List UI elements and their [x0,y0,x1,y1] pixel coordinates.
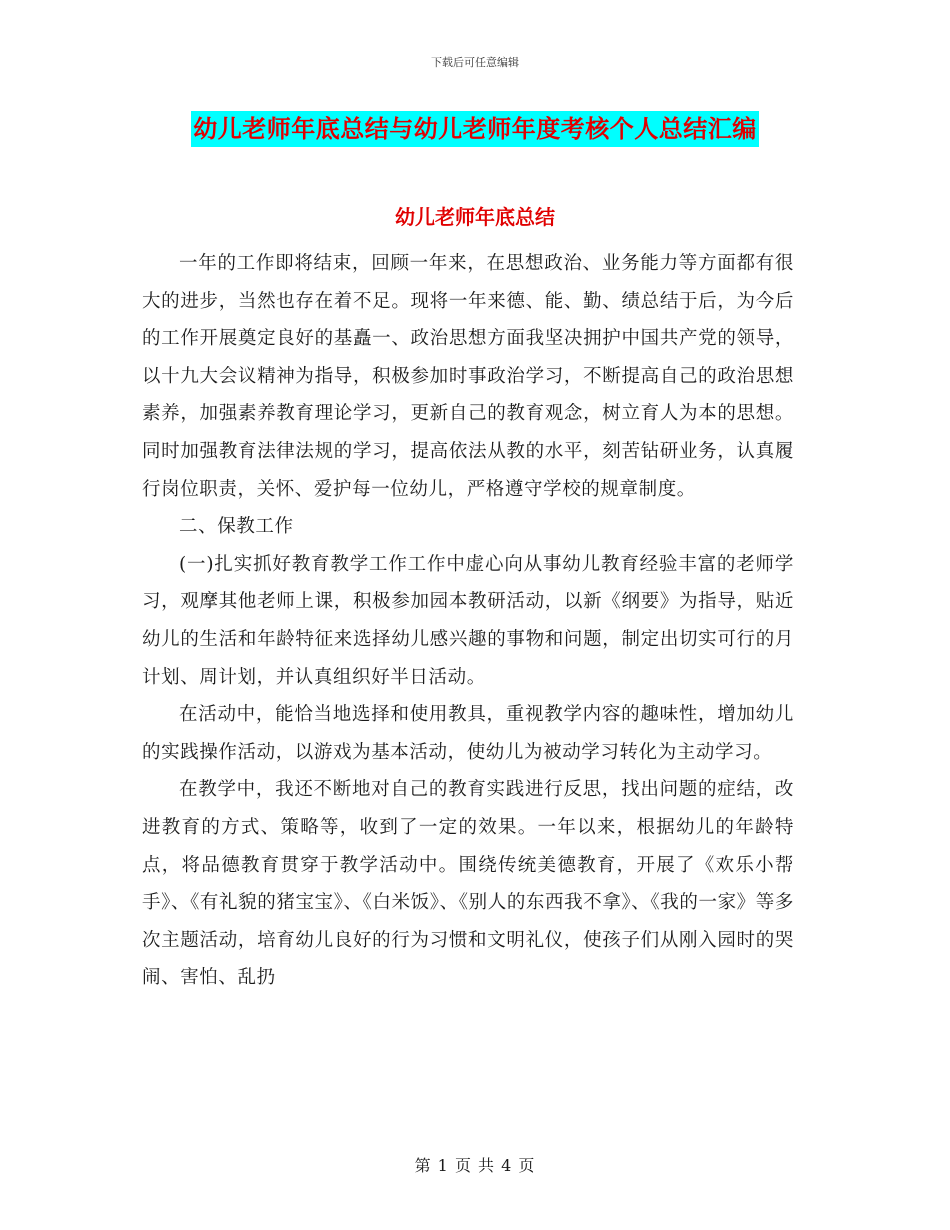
paragraph: 在活动中，能恰当地选择和使用教具，重视教学内容的趣味性，增加幼儿的实践操作活动，以游戏为基本活动，使幼儿为被动学习转化为主动学习。 [142,704,794,763]
title-container [0,111,950,147]
paragraph: (一)扎实抓好教育教学工作工作中虚心向从事幼儿教育经验丰富的老师学习，观摩其他老师上课，积极参加园本教研活动，以新《纲要》为指导，贴近幼儿的生活和年龄特征来选择幼儿感兴趣的事物和问题，制定出切实可行的月计划、周计划，并认真组织好半日活动。 [142,553,794,688]
document-body [142,245,794,997]
paragraph: 一年的工作即将结束，回顾一年来，在思想政治、业务能力等方面都有很大的进步，当然也存在着不足。现将一年来德、能、勤、绩总结于后，为今后的工作开展奠定良好的基矗一、政治思想方面我坚决拥护中国共产党的领导，以十九大会议精神为指导，积极参加时事政治学习，不断提高自己的政治思想素养，加强素养教育理论学习，更新自己的教育观念，树立育人为本的思想。同时加强教育法律法规的学习，提高依法从教的水平，刻苦钻研业务，认真履行岗位职责，关怀、爱护每一位幼儿，严格遵守学校的规章制度。 [142,253,794,500]
page-number: 第 1 页 共 4 页 [414,1156,536,1175]
paragraph: 二、保教工作 [179,516,294,538]
paragraph: 在教学中，我还不断地对自己的教育实践进行反思，找出问题的症结，改进教育的方式、策略等，收到了一定的效果。一年以来，根据幼儿的年龄特点，将品德教育贯穿于教学活动中。围绕传统美德教育，开展了《欢乐小帮手》、《有礼貌的猪宝宝》、《白米饭》、《别人的东西我不拿》、《我的一家》等多次主题活动，培育幼儿良好的行为习惯和文明礼仪，使孩子们从刚入园时的哭闹、害怕、乱扔 [142,779,794,989]
document-title: 幼儿老师年底总结与幼儿老师年度考核个人总结汇编 [191,111,759,147]
section-title: 幼儿老师年底总结 [395,205,555,229]
header-note: 下载后可任意编辑 [431,56,519,69]
